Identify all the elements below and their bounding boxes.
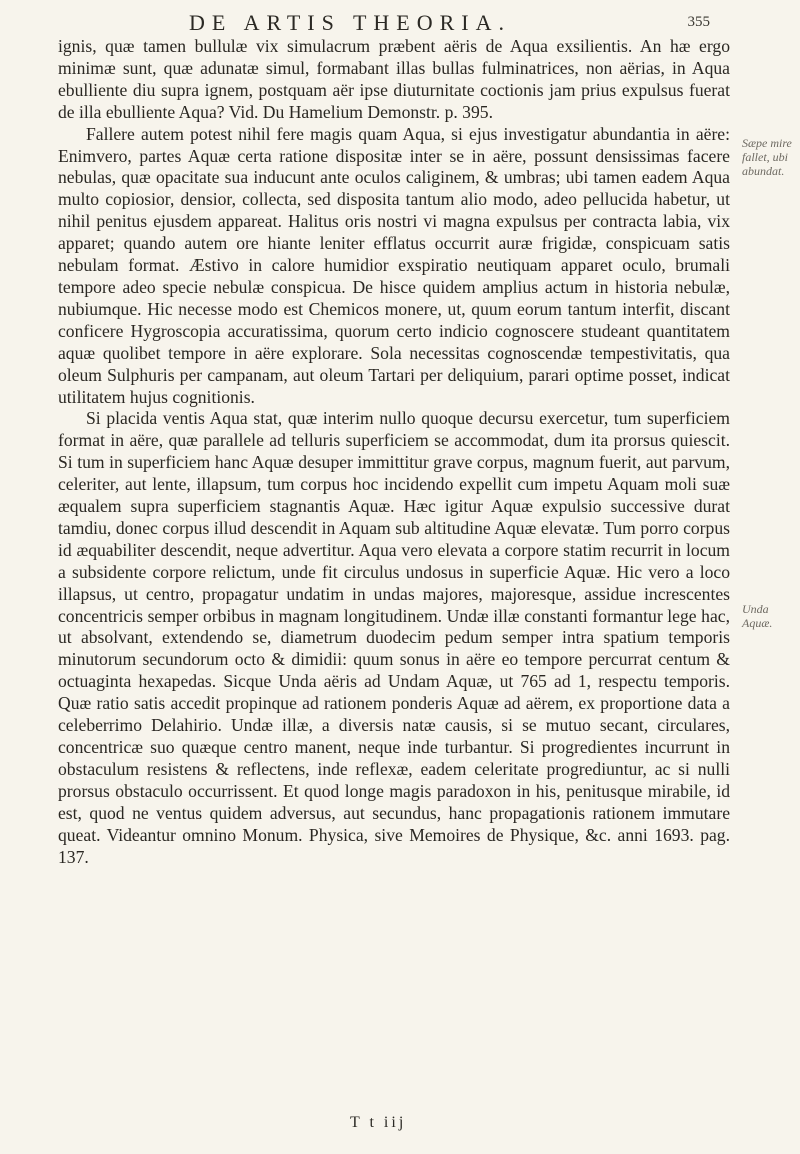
paragraph-2: Fallere autem potest nihil fere magis quam Aqua, si ejus investigatur abundantia in aëre: Enimvero, partes Aquæ certa ratione dispositæ inter se in aëre, possunt densissimas facere nebulas, quæ opacitate sua inducunt ante oculos caliginem, & umbras; ubi tamen eadem Aqua multo copiosior, densior, collecta, sed disposita tantum alio modo, adeo pellucida habetur, ut nihil penitus ejusdem appareat. Halitus oris nostri vi magna expulsus per contracta labia, vix apparet; quando autem ore hiante leniter efflatus occurrit auræ frigidæ, conspicuam satis nebulam format. Æstivo in calore humidior exspiratio neutiquam apparet oculo, brumali tempore adeo specie nebulæ conspicua. De hisce quidem amplius actum in historia nebulæ, nubiumque. Hic necesse modo est Chemicos monere, ut, quum eorum tantum interfit, discant conficere Hygroscopia accuratissima, quorum certo indicio cognoscere studeant quantitatem aquæ quolibet tempore in aëre explorare. Sola necessitas cognoscendæ tempestivitatis, qua oleum Sulphuris per campanam, aut oleum Tartari per deliquium, parari optime posset, indicat utilitatem hujus cognitionis. xyxy=(58,123,730,407)
paragraph-1: ignis, quæ tamen bullulæ vix simulacrum præbent aëris de Aqua exsilientis. An hæ ergo minimæ sunt, quæ adunatæ simul, formabant illas bullas fulminatrices, non aërias, in Aqua ebulliente diu supra ignem, postquam aër ipse diuturnitate coctionis jam prius expulsus fuerat de illa ebulliente Aqua? Vid. Du Hamelium Demonstr. p. 395. xyxy=(58,36,730,122)
page-number: 355 xyxy=(687,14,710,30)
body-text xyxy=(58,36,730,868)
margin-note-2: Unda Aquæ. xyxy=(742,602,773,630)
running-title: DE ARTIS THEORIA. xyxy=(189,10,511,35)
signature-mark: T t iij xyxy=(350,1114,407,1131)
paragraph-3: Si placida ventis Aqua stat, quæ interim nullo quoque decursu exercetur, tum superficiem format in aëre, quæ parallele ad telluris superficiem se accommodat, dum ita prorsus quiescit. Si tum in superficiem hanc Aquæ desuper immittitur grave corpus, magnum fuerit, aut parvum, celeriter, aut lente, illapsum, tum corpus hoc incidendo expellit cum impetu Aquam moli suæ æqualem supra superficiem stagnantis Aquæ. Hæc igitur Aquæ expulsio successive durat tamdiu, donec corpus illud descendit in Aquam sub altitudine Aquæ elevatæ. Tum porro corpus id æquabiliter descendit, neque advertitur. Aqua vero elevata a corpore statim recurrit in locum a subsidente corpore relictum, unde fit circulus undosus in superficie Aquæ. Hic vero a loco illapsus, ut centro, propagatur undatim in undas majores, majoresque, assidue increscentes concentricis semper orbibus in magnam longitudinem. Undæ illæ constanti formantur lege hac, ut absolvant, extendendo se, diametrum duodecim pedum semper intra spatium temporis minutorum secundorum octo & dimidii: quum sonus in aëre eo tempore percurrat centum & octuaginta hexapedas. Sicque Unda aëris ad Undam Aquæ, ut 765 ad 1, respectu temporis. Quæ ratio satis accedit propinque ad rationem ponderis Aquæ ad aërem, ex proportione data a celeberrimo Delahirio. Undæ illæ, a diversis natæ causis, si se mutuo secant, circulares, concentricæ suo quæque centro manent, neque inde turbantur. Si progredientes incurrunt in obstaculum resistens & reflectens, inde reflexæ, eadem celeritate progrediuntur, ac si nulli prorsus obstaculo occurrissent. Et quod longe magis paradoxon in his, penitusque mirabile, id est, quod ne ventus quidem adversus, aut secundus, hanc propagationis rationem immutare queat. Videantur omnino Monum. Physica, sive Memoires de Physique, &c. anni 1693. pag. 137. xyxy=(58,408,730,867)
margin-note-1: Sæpe mire fallet, ubi abundat. xyxy=(742,136,792,178)
